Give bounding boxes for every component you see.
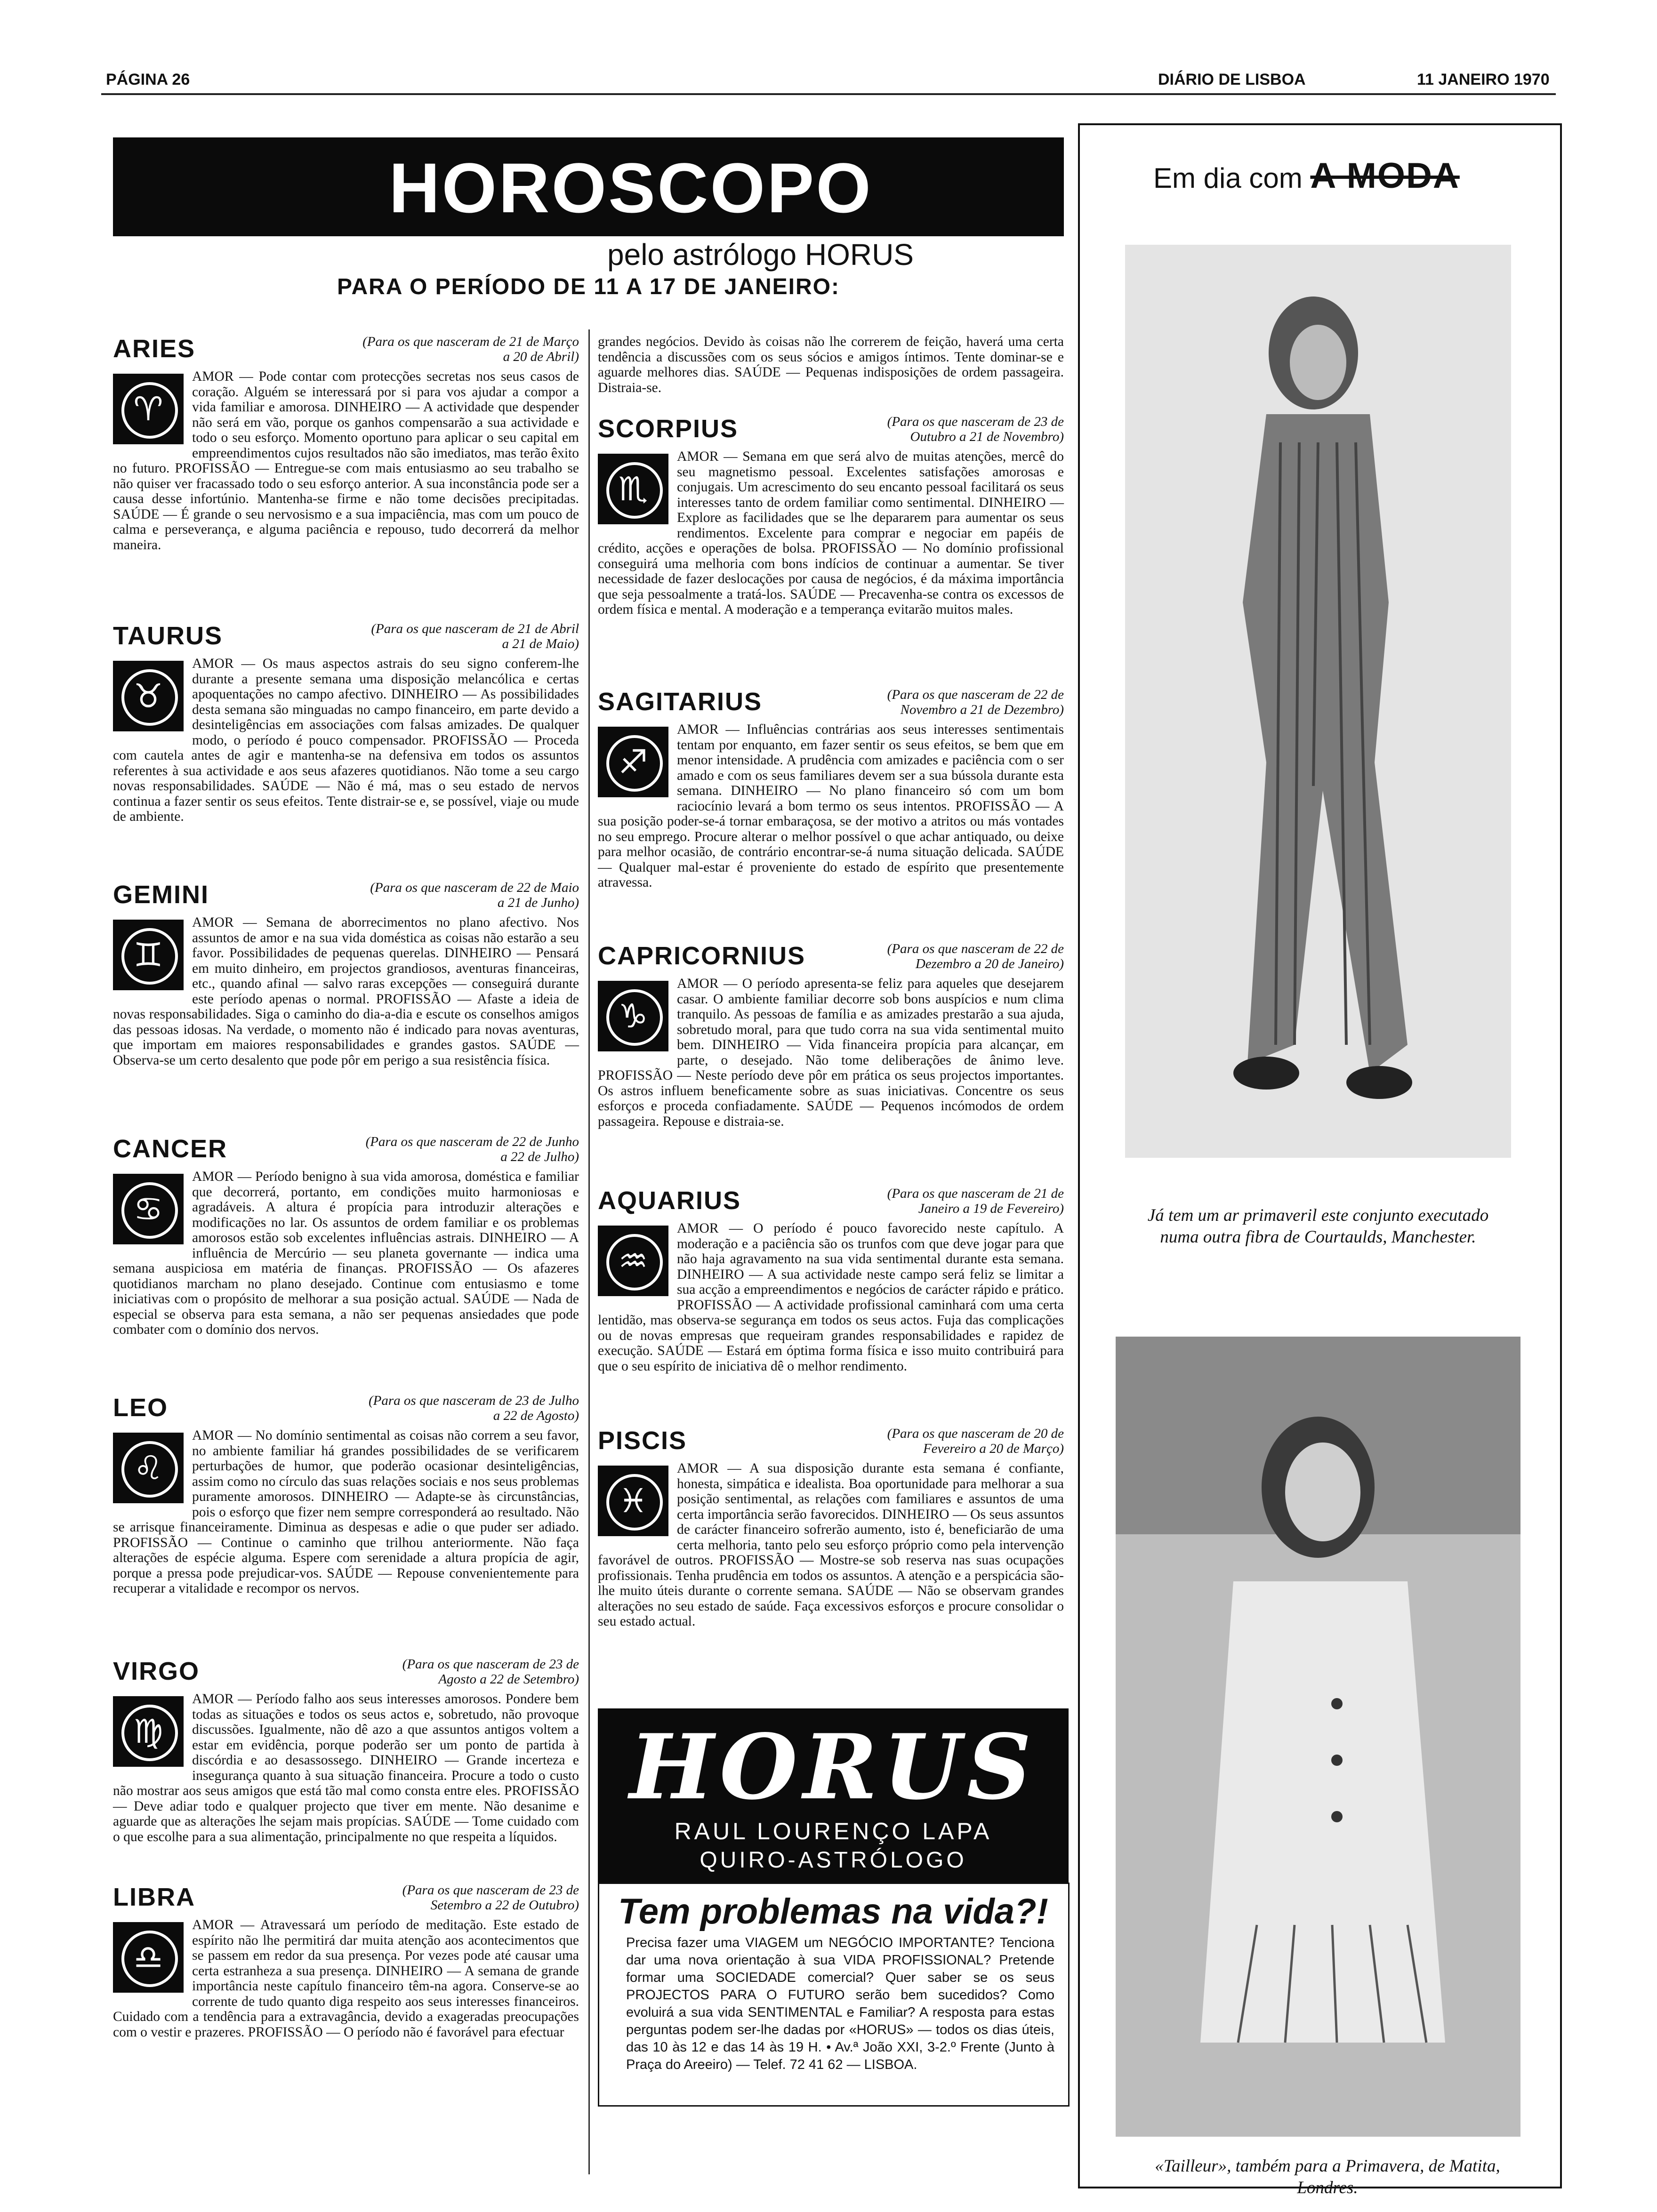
sagittarius-icon: ♐ — [598, 727, 668, 797]
sign-name: GEMINI — [113, 881, 209, 909]
sign-libra — [113, 1883, 579, 2108]
fashion-caption-2: «Tailleur», também para a Primavera, de Matita, Londres. — [1155, 2156, 1500, 2197]
fashion-photo-1 — [1125, 245, 1511, 1158]
libra-icon: ♎ — [113, 1922, 184, 1993]
sign-name: CANCER — [113, 1135, 228, 1163]
moda-title-main: A MODA — [1310, 156, 1460, 196]
aquarius-icon: ♒ — [598, 1226, 668, 1296]
sign-name: ARIES — [113, 335, 196, 363]
sign-name: CAPRICORNIUS — [598, 942, 806, 970]
header-rule — [101, 93, 1556, 95]
fashion-caption-1: Já tem um ar primaveril este conjunto executado numa outra fibra de Courtaulds, Manchester. — [1147, 1206, 1489, 1247]
banner-subtitle: pelo astrólogo HORUS — [607, 238, 914, 272]
sign-virgo — [113, 1657, 579, 1873]
banner-period: PARA O PERÍODO DE 11 A 17 DE JANEIRO: — [337, 274, 840, 299]
sign-dates: (Para os que nasceram de 23 de Julho a 22 de Agosto) — [369, 1393, 579, 1423]
issue-date: 11 JANEIRO 1970 — [1417, 71, 1550, 88]
sign-text: AMOR — No domínio sentimental as coisas não correm a seu favor, no ambiente familiar há grandes possibilidades de se verificarem perturbações de humor, que poderão ocasionar desinteligências, assim como no círculo das suas relações sociais e nos seus problemas puramente amorosos. DINHEIRO — Adapte-se às circunstâncias, pois o esforço que fizer nem sempre corresponderá ao resultado. Não se arrisque financeiramente. Diminua as despesas e adie o que puder ser adiado. PROFISSÃO — Continue o caminho que trilhou anteriormente. Não faça alterações de espécie alguma. Espere com serenidade a altura propícia de agir, porque a pressa pode prejudicar-vos. SAÚDE — Repouse convenientemente para recuperar a vitalidade e recompor os nervos. — [113, 1428, 579, 1596]
sign-aquarius — [598, 1186, 1064, 1421]
scorpio-icon: ♏ — [598, 454, 668, 524]
aries-icon: ♈ — [113, 374, 184, 444]
sign-text: AMOR — Período falho aos seus interesses amorosos. Pondere bem todas as situações e todos os seus actos e, sobretudo, não provoque discussões. Igualmente, não dê azo a que assuntos antigos voltem a estar em evidência, porque poderão ser um ponto de partida à discórdia e ao desassossego. DINHEIRO — Grande incerteza e insegurança quanto à sua situação financeira. Procure a todo o custo não mostrar aos seus amigos que está tão mal como consta entre eles. PROFISSÃO — Deve adiar todo e qualquer projecto que tiver em mente. Não desanime e aguarde que as alterações lhe sejam mais propícias. SAÚDE — Tome cuidado com o que escolhe para a sua alimentação, principalmente no que respeita a líquidos. — [113, 1691, 579, 1844]
horus-ad-role: QUIRO-ASTRÓLOGO — [700, 1848, 967, 1873]
sign-dates: (Para os que nasceram de 23 de Outubro a 21 de Novembro) — [887, 414, 1064, 444]
capricorn-icon: ♑ — [598, 981, 668, 1051]
sign-name: LIBRA — [113, 1883, 195, 1911]
sign-dates: (Para os que nasceram de 21 de Janeiro a 19 de Fevereiro) — [887, 1186, 1064, 1216]
libra-continuation: grandes negócios. Devido às coisas não lhe correrem de feição, haverá uma certa tendência a discussões com os seus sócios e amigos íntimos. Tente dominar-se e aguarde melhores dias. SAÚDE — Pequenas indisposições de ordem passageira. Distraia-se. — [598, 334, 1064, 395]
sign-sagitarius — [598, 687, 1064, 932]
sign-piscis — [598, 1426, 1064, 1690]
moda-title-prefix: Em dia com — [1153, 162, 1303, 194]
sign-dates: (Para os que nasceram de 23 de Setembro a 22 de Outubro) — [402, 1883, 579, 1913]
sign-aries — [113, 334, 579, 617]
sign-taurus — [113, 621, 579, 875]
sign-dates: (Para os que nasceram de 20 de Fevereiro a 20 de Março) — [887, 1426, 1064, 1456]
sign-dates: (Para os que nasceram de 21 de Março a 20 de Abril) — [362, 334, 579, 364]
page-number: PÁGINA 26 — [106, 71, 190, 88]
sign-text: AMOR — O período é pouco favorecido neste capítulo. A moderação e a paciência são os trunfos com que deve jogar para que não haja agravamento na sua vida sentimental durante esta semana. DINHEIRO — A sua actividade neste campo será feliz se limitar a sua acção a empreendimentos e negócios de carácter rápido e prático. PROFISSÃO — A actividade profissional caminhará com uma certa lentidão, mas observa-se segurança em todos os seus actos. Fuja das complicações ou de novas empresas que requeiram grandes responsabilidades e rapidez de execução. SAÚDE — Estará em óptima forma física e isso muito contribuirá para que o seu espírito de iniciativa dê o melhor rendimento. — [598, 1221, 1064, 1374]
sign-name: AQUARIUS — [598, 1186, 741, 1215]
leo-icon: ♌ — [113, 1433, 184, 1503]
moda-title — [1153, 155, 1460, 196]
pisces-icon: ♓ — [598, 1466, 668, 1536]
column-rule — [588, 329, 590, 2174]
sign-text: AMOR — A sua disposição durante esta semana é confiante, honesta, simpática e idealista. Boa oportunidade para melhorar a sua posição sentimental, as relações com familiares e assuntos de uma certa importância serão favorecidos. DINHEIRO — Os seus assuntos de carácter financeiro sofrerão aumento, isto é, beneficiarão de uma certa melhoria, tanto pelo seu esforço próprio como pela intervenção favorável de outros. PROFISSÃO — Mostre-se sob reserva nas suas ocupações profissionais. Tenha prudência em todos os assuntos. A atenção e a perspicácia são-lhe muito úteis durante o corrente semana. SAÚDE — Não se observam grandes alterações no seu estado de saúde. Faça excessivos esforços e procure consolidar o seu estado actual. — [598, 1461, 1064, 1629]
fashion-photo-2 — [1116, 1337, 1520, 2137]
sign-text: AMOR — Atravessará um período de meditação. Este estado de espírito não lhe permitirá dar muita atenção aos acontecimentos que se passem em redor da sua presença. Por vezes pode até causar uma certa estranheza a sua presença. DINHEIRO — A semana de grande importância neste capítulo financeiro têm-na agora. Conserve-se ao corrente de tudo quanto diga respeito aos seus interesses financeiros. Cuidado com a tendência para a extravagância, devido a exageradas preocupações com o vestir e prazeres. PROFISSÃO — O período não é favorável para efectuar — [113, 1917, 579, 2040]
sign-name: PISCIS — [598, 1427, 687, 1455]
sign-dates: (Para os que nasceram de 23 de Agosto a 22 de Setembro) — [402, 1657, 579, 1687]
sign-name: LEO — [113, 1394, 169, 1422]
horus-ad-body: Precisa fazer uma VIAGEM um NEGÓCIO IMPORTANTE? Tenciona dar uma nova orientação à sua VIDA PROFISSIONAL? Pretende formar uma SOCIEDADE comercial? Quer saber se os seus PROJECTOS PARA O FUTURO serão bem sucedidos? Como evoluirá a sua vida SENTIMENTAL e Familiar? A resposta para estas perguntas podem ser-lhe dadas por «HORUS» — todos os dias úteis, das 10 às 12 e das 14 às 19 H. • Av.ª João XXI, 3-2.º Frente (Junto à Praça do Areeiro) — Telef. 72 41 62 — LISBOA. — [626, 1935, 1054, 2072]
sign-name: SCORPIUS — [598, 415, 739, 443]
sign-dates: (Para os que nasceram de 22 de Junho a 22 de Julho) — [365, 1134, 579, 1164]
sign-name: SAGITARIUS — [598, 688, 763, 716]
cancer-icon: ♋ — [113, 1174, 184, 1244]
sign-dates: (Para os que nasceram de 21 de Abril a 21 de Maio) — [371, 621, 579, 651]
gemini-icon: ♊ — [113, 920, 184, 990]
sign-name: VIRGO — [113, 1657, 200, 1685]
sign-text: AMOR — Semana em que será alvo de muitas atenções, mercê do seu magnetismo pessoal. Excelentes satisfações amorosas e conjugais. Um acrescimento do seu encanto pessoal facilitará os seus interesses tanto de ordem familiar como sentimental. DINHEIRO — Explore as facilidades que se lhe depararem para aumentar os seus rendimentos. Excelente para comprar e negociar em papéis de crédito, acções e operações de bolsa. PROFISSÃO — No domínio profissional conseguirá uma melhoria com bons indícios de continuar a aumentar. Se tiver necessidade de fazer deslocações por causa de negócios, é da máxima importância que seja pessoalmente a tratá-los. SAÚDE — Precavenha-se contra os excessos de ordem física e mental. A moderação e a temperança evitarão muitos males. — [598, 449, 1064, 617]
sign-dates: (Para os que nasceram de 22 de Maio a 21 de Junho) — [370, 880, 579, 910]
newspaper-name: DIÁRIO DE LISBOA — [1158, 71, 1306, 88]
sign-scorpius — [598, 414, 1064, 678]
sign-leo — [113, 1393, 579, 1647]
sign-dates: (Para os que nasceram de 22 de Dezembro a 20 de Janeiro) — [887, 941, 1064, 971]
sign-text: AMOR — Período benigno à sua vida amorosa, doméstica e familiar que decorrerá, portanto, em condições muito harmoniosas e agradáveis. A altura é propícia para introduzir alterações e modificações no lar. Os assuntos de ordem familiar e os problemas amorosos estão sob excelentes influências astrais. DINHEIRO — A influência de Mercúrio — seu planeta governante — indica uma semana auspiciosa em matéria de finanças. PROFISSÃO — Os afazeres quotidianos marcham no plano desejado. Continue com entusiasmo e tome iniciativas com o propósito de melhorar a sua posição actual. SAÚDE — Nada de especial se observa para esta semana, a não ser pequenas ansiedades que pode combater com o domínio dos nervos. — [113, 1169, 579, 1337]
taurus-icon: ♉ — [113, 661, 184, 731]
sign-gemini — [113, 880, 579, 1125]
banner-title: HOROSCOPO — [389, 148, 873, 227]
sign-dates: (Para os que nasceram de 22 de Novembro a 21 de Dezembro) — [887, 687, 1064, 717]
sign-text: AMOR — Pode contar com protecções secretas nos seus casos de coração. Alguém se interessará por si para vos ajudar a compor a vida familiar e amorosa. DINHEIRO — A actividade que despender não será em vão, porque os ganhos compensarão a sua actividade e todo o seu esforço. Momento oportuno para aplicar o seu capital em empreendimentos cujos resultados não são imediatos, mas terão êxito no futuro. PROFISSÃO — Entregue-se com mais entusiasmo ao seu trabalho se não quiser ver fracassado todo o seu esforço anterior. A sua inconstância pode ser a causa desse infortúnio. Mantenha-se firme e não tome decisões precipitadas. SAÚDE — É grande o seu nervosismo e a sua impaciência, mas com um pouco de calma e perseverança, e alguma paciência e repouso, tudo decorrerá da melhor maneira. — [113, 369, 579, 553]
horus-ad-name: RAUL LOURENÇO LAPA — [674, 1818, 992, 1844]
sign-cancer — [113, 1134, 579, 1384]
sign-text: AMOR — O período apresenta-se feliz para aqueles que desejarem casar. O ambiente familiar decorre sob bons auspícios e num clima tranquilo. As pessoas de família e as amizades prestarão a sua ajuda, sobretudo moral, para que tudo corra na sua vida sentimental muito bem. DINHEIRO — Vida financeira propícia para alcançar, em parte, o desejado. Não tome deliberações de ânimo leve. PROFISSÃO — Neste período deve pôr em prática os seus projectos importantes. Os astros influem beneficamente sobre as suas iniciativas. Concentre os seus esforços e proceda confiadamente. SAÚDE — Pequenos incómodos de ordem passageira. Repouse e distraia-se. — [598, 976, 1064, 1129]
sign-name: TAURUS — [113, 622, 223, 650]
virgo-icon: ♍ — [113, 1696, 184, 1767]
horoscope-banner — [113, 137, 1064, 307]
sign-text: AMOR — Os maus aspectos astrais do seu signo conferem-lhe durante a presente semana uma disposição melancólica e certas apoquentações no campo afectivo. DINHEIRO — As possibilidades desta semana são minguadas no campo financeiro, em parte devido a desinteligências em associações com falsas amizades. De qualquer modo, o período é pouco compensador. PROFISSÃO — Proceda com cautela antes de agir e mantenha-se na defensiva em todos os assuntos referentes à sua actividade e aos seus afazeres quotidianos. Não tome a seu cargo novas responsabilidades. SAÚDE — Não é má, mas o seu estado de nervos continua a fazer sentir os seus efeitos. Tente distrair-se e, se possível, viaje ou mude de ambiente. — [113, 656, 579, 824]
horus-logo-text: HORUS — [629, 1715, 1037, 1819]
horus-ad-headline: Tem problemas na vida?! — [618, 1891, 1048, 1931]
sign-capricornius — [598, 941, 1064, 1177]
sign-text: AMOR — Semana de aborrecimentos no plano afectivo. Nos assuntos de amor e na sua vida doméstica as coisas não estarão a seu favor. Possibilidades de pequenas querelas. DINHEIRO — Pensará em muito dinheiro, em projectos grandiosos, aventuras financeiras, etc., quando afinal — salvo raras excepções — conseguirá durante este período apenas o normal. PROFISSÃO — Afaste a ideia de novas responsabilidades. Siga o caminho do dia-a-dia e escute os conselhos amigos das pessoas idosas. Na verdade, o momento não é indicado para novas aventuras, que importam em maiores responsabilidades e grandes gastos. SAÚDE — Observa-se um certo desalento que pode pôr em perigo a sua resistência física. — [113, 915, 579, 1068]
sign-text: AMOR — Influências contrárias aos seus interesses sentimentais tentam por enquanto, em fazer sentir os seus efeitos, se bem que em menor intensidade. A prudência com amizades e paciência com o ser amado e com os seus familiares devem ser a sua bússola durante esta semana. DINHEIRO — No plano financeiro só com um bom raciocínio levará a bom termo os seus intentos. PROFISSÃO — A sua posição poder-se-á tornar embaraçosa, se der motivo a atritos ou más vontades no seu emprego. Procure alterar o melhor possível o que achar antiquado, ou deixe para melhor ocasião, de contrário encontrar-se-á numa situação delicada. SAÚDE — Qualquer mal-estar é proveniente do estado de espírito que presentemente atravessa. — [598, 722, 1064, 890]
